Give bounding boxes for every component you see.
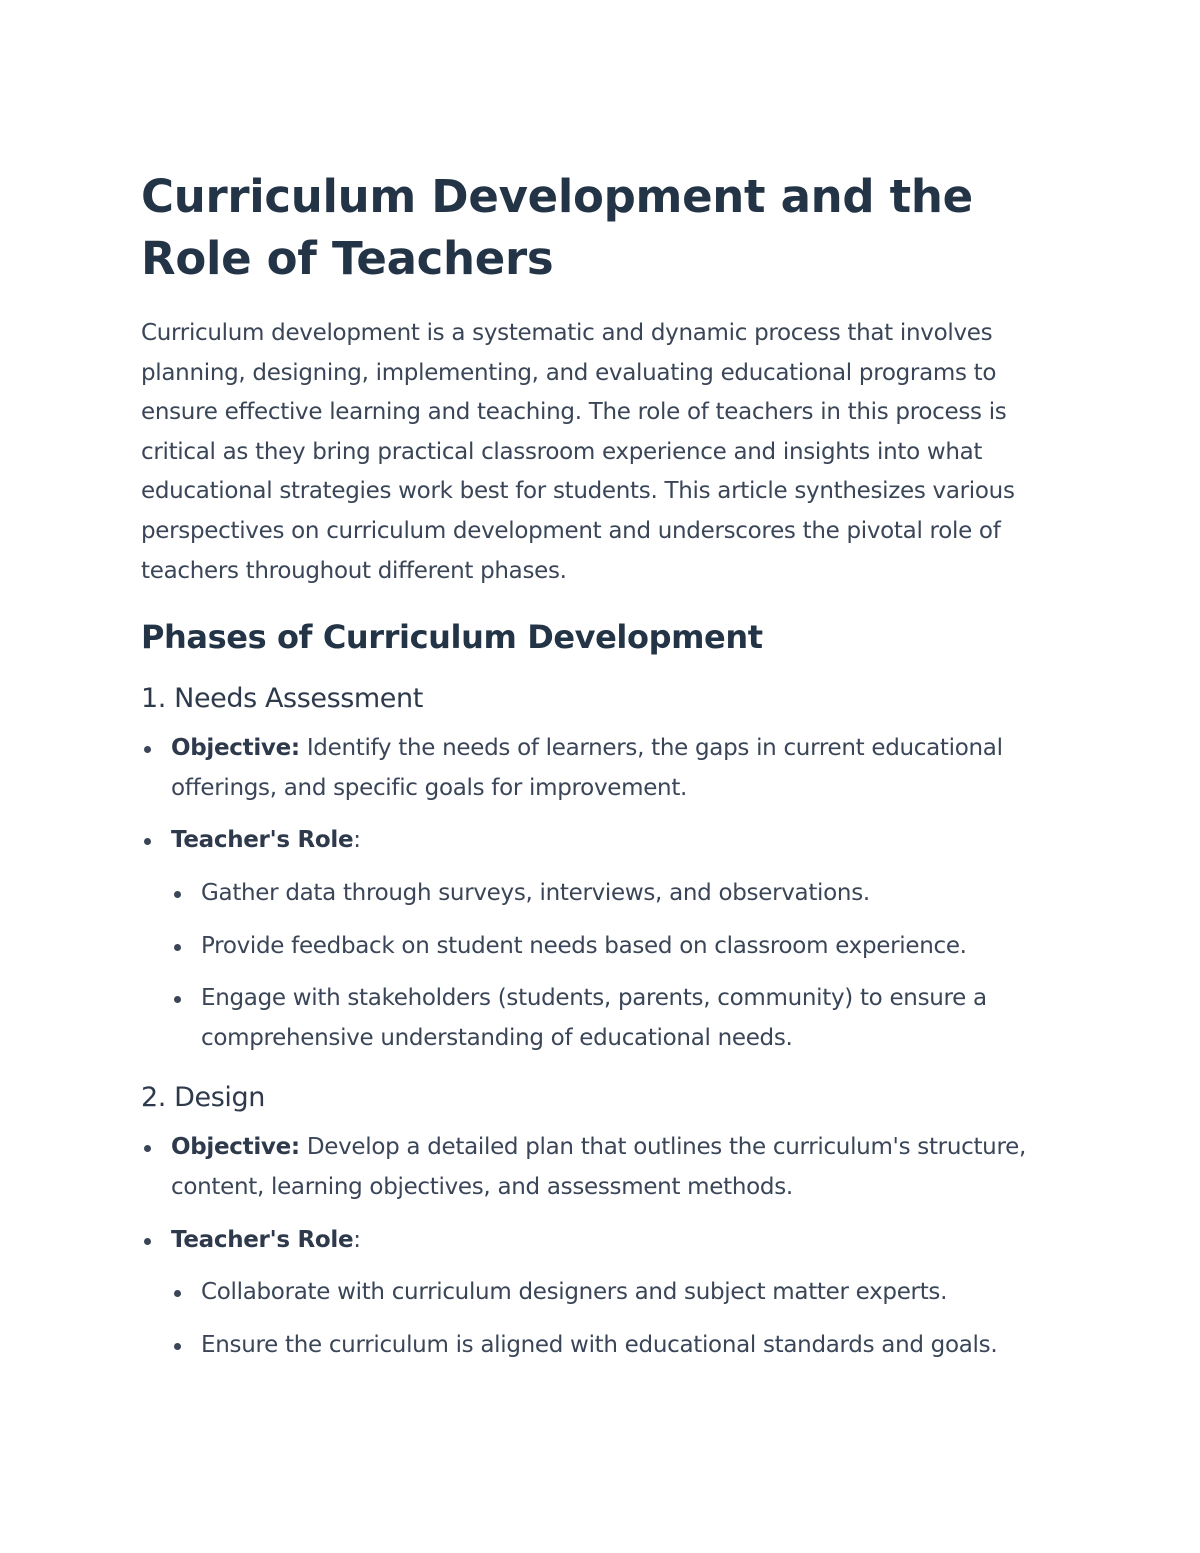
phase-design [141, 1078, 1071, 1365]
teacher-role-list [171, 874, 1071, 1058]
teacher-role-list [171, 1273, 1071, 1365]
phase-list [141, 729, 1071, 1058]
list-item: Engage with stakeholders (students, parents, community) to ensure a comprehensive understanding of educational needs. [171, 979, 1071, 1058]
objective-label: Objective: [171, 1134, 300, 1161]
list-item: Gather data through surveys, interviews, and observations. [171, 874, 1071, 914]
teacher-role-item [141, 821, 1071, 1058]
document-page [141, 166, 1071, 1365]
teacher-role-item [141, 1221, 1071, 1366]
list-item: Provide feedback on student needs based on classroom experience. [171, 927, 1071, 967]
phase-needs-assessment [141, 679, 1071, 1058]
list-item: Collaborate with curriculum designers and subject matter experts. [171, 1273, 1071, 1313]
objective-text: Develop a detailed plan that outlines the curriculum's structure, content, learning objectives, and assessment methods. [171, 1134, 1026, 1200]
teacher-role-label: Teacher's Role [171, 1226, 354, 1253]
document-title: Curriculum Development and the Role of Teachers [141, 170, 973, 285]
objective-label: Objective: [171, 735, 300, 762]
phase-list [141, 1128, 1071, 1365]
section-heading: Phases of Curriculum Development [141, 618, 763, 657]
list-item: Ensure the curriculum is aligned with educational standards and goals. [171, 1326, 1071, 1366]
teacher-role-suffix: : [353, 1226, 361, 1253]
objective-item [141, 1128, 1071, 1207]
phase-heading: 2. Design [141, 1082, 265, 1114]
phase-heading: 1. Needs Assessment [141, 683, 423, 715]
intro-paragraph: Curriculum development is a systematic and dynamic process that involves planning, designing, implementing, and evaluating educational programs to ensure effective learning and teaching. The role of teachers in this process is critical as they bring practical classroom experience and insights into what educational strategies work best for students. This article synthesizes various perspectives on curriculum development and underscores the pivotal role of teachers throughout different phases. [141, 320, 1015, 584]
teacher-role-label: Teacher's Role [171, 827, 354, 854]
objective-text: Identify the needs of learners, the gaps in current educational offerings, and specific goals for improvement. [171, 735, 1003, 801]
objective-item [141, 729, 1071, 808]
teacher-role-suffix: : [353, 827, 361, 854]
